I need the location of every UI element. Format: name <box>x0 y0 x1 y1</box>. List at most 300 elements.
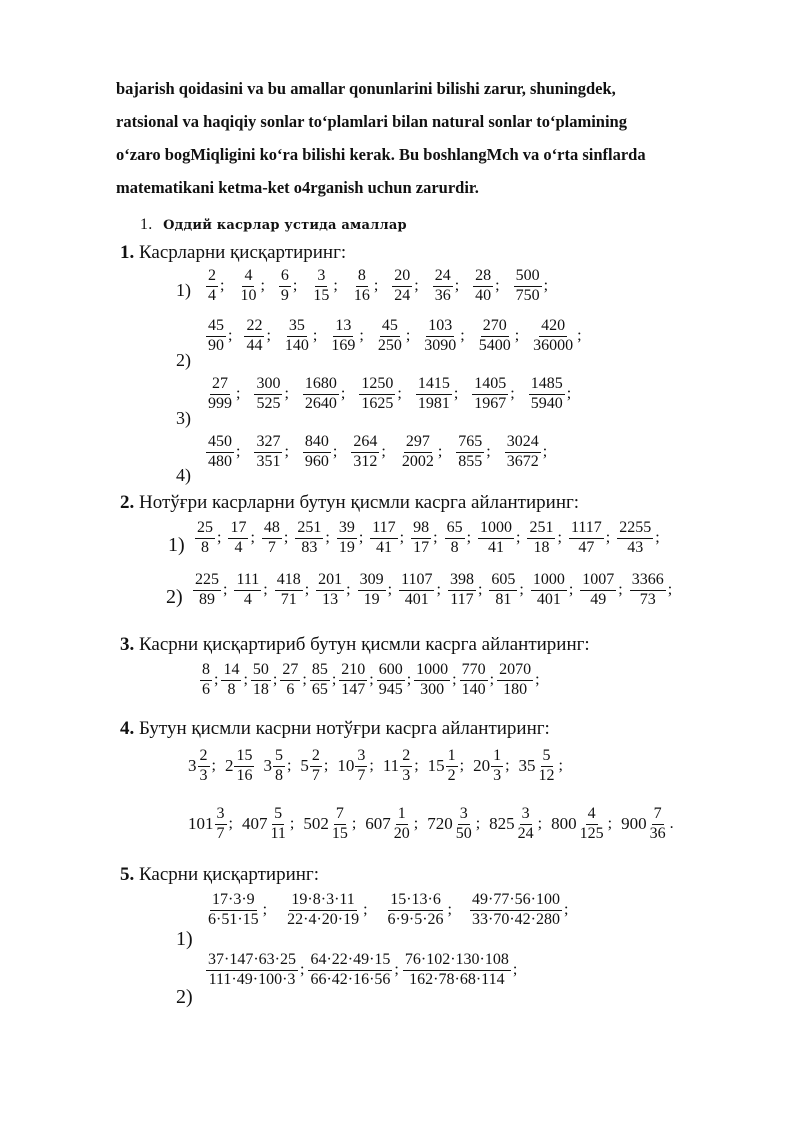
mixed-number <box>489 806 542 843</box>
mixed-number <box>188 806 233 843</box>
numerator: 201 <box>316 572 344 591</box>
fraction <box>386 892 446 929</box>
intro-line: bajarish qoidasini va bu amallar qonunlarini bilishi zarur, shuningdek, <box>116 79 616 98</box>
fraction-item <box>399 572 441 609</box>
separator: ; <box>542 443 548 461</box>
fraction <box>228 520 248 557</box>
fraction <box>376 318 404 355</box>
section-title: Оддий касрлар устида амаллар <box>163 218 407 233</box>
fraction-item <box>630 572 672 609</box>
numerator: 309 <box>358 572 386 591</box>
fraction <box>238 268 258 305</box>
fraction <box>617 520 653 557</box>
denominator: 6·9·5·26 <box>387 910 444 928</box>
denominator: 66·42·16·56 <box>310 970 391 988</box>
denominator: 480 <box>208 452 232 470</box>
intro-line: o‘zaro bogMiqligini ko‘ra bilishi kerak. Bu boshlangMch va o‘rta sinflarda <box>116 145 646 164</box>
fraction <box>308 952 392 989</box>
numerator: 1007 <box>580 572 616 591</box>
fraction-item <box>244 318 270 355</box>
denominator: 19 <box>363 590 380 608</box>
numerator: 2 <box>310 748 322 767</box>
denominator: 999 <box>208 394 232 412</box>
fraction <box>416 376 452 413</box>
intro-line: ratsional va haqiqiy sonlar to‘plamlari bilan natural sonlar to‘plamining <box>116 112 627 131</box>
denominator: 3672 <box>506 452 539 470</box>
numerator: 3 <box>315 268 327 287</box>
mixed-number <box>621 806 674 843</box>
separator: ; <box>358 529 364 547</box>
fraction <box>403 952 511 989</box>
numerator: 3 <box>458 806 470 825</box>
numerator: 3024 <box>505 434 541 453</box>
mixed-number <box>300 748 328 785</box>
separator: ; <box>302 671 307 689</box>
fraction <box>531 318 575 355</box>
row-label: 2) <box>176 986 193 1008</box>
fraction <box>446 748 458 785</box>
separator: ; <box>452 671 457 689</box>
denominator: 1981 <box>417 394 450 412</box>
denominator: 8 <box>201 538 209 556</box>
numerator: 48 <box>262 520 282 539</box>
fraction <box>221 662 241 699</box>
numerator: 19·8·3·11 <box>289 892 356 911</box>
denominator: 8 <box>450 538 459 556</box>
denominator: 117 <box>450 590 474 608</box>
separator: ; <box>618 581 623 599</box>
denominator: 49 <box>590 590 607 608</box>
fraction-item <box>411 520 437 557</box>
fraction-item <box>303 376 345 413</box>
numerator: 49·77·56·100 <box>470 892 562 911</box>
whole-part: 20 <box>473 756 491 776</box>
denominator: 20 <box>393 824 410 842</box>
fraction-item <box>234 572 267 609</box>
numerator: 5 <box>541 748 553 767</box>
fraction <box>273 748 285 785</box>
separator: ; <box>477 581 483 599</box>
denominator: 33·70·42·280 <box>471 910 560 928</box>
fraction <box>206 268 218 305</box>
task-number: 5. <box>120 864 135 885</box>
task-title: Бутун қисмли касрни нотўғри касрга айлантиринг: <box>139 718 550 739</box>
fraction <box>648 806 668 843</box>
whole-part: 502 <box>303 814 329 834</box>
fraction-item <box>497 662 539 699</box>
denominator: 40 <box>475 286 492 304</box>
fraction <box>329 318 357 355</box>
separator: ; <box>340 385 346 403</box>
whole-part: 2 <box>224 756 234 776</box>
numerator: 5 <box>273 748 285 767</box>
separator: ; <box>266 327 271 345</box>
denominator: 6·51·15 <box>208 910 259 928</box>
fraction-item <box>359 376 401 413</box>
denominator: 83 <box>301 538 318 556</box>
fraction <box>268 806 287 843</box>
fraction <box>206 376 234 413</box>
task-number: 4. <box>120 718 135 739</box>
denominator: 960 <box>304 452 329 470</box>
separator: ; <box>373 277 379 295</box>
separator: . <box>669 815 674 833</box>
fraction-item <box>416 376 458 413</box>
separator: ; <box>489 671 495 689</box>
denominator: 36 <box>649 824 666 842</box>
fraction <box>330 806 350 843</box>
fraction <box>283 318 311 355</box>
whole-part: 101 <box>188 814 214 834</box>
separator: ; <box>414 277 419 295</box>
fraction <box>392 806 412 843</box>
fraction <box>454 806 474 843</box>
numerator: 1680 <box>303 376 339 395</box>
row-label: 3) <box>176 408 191 428</box>
numerator: 20 <box>392 268 412 287</box>
numerator: 1000 <box>478 520 514 539</box>
row-label: 1) <box>176 280 191 300</box>
fraction-item <box>531 318 581 355</box>
denominator: 41 <box>375 538 392 556</box>
separator: ; <box>495 277 500 295</box>
denominator: 351 <box>256 452 281 470</box>
denominator: 855 <box>458 452 483 470</box>
fraction-item <box>400 434 442 471</box>
task-4-heading <box>120 718 550 740</box>
numerator: 39 <box>337 520 357 539</box>
numerator: 111 <box>234 572 261 591</box>
fraction <box>448 572 476 609</box>
mixed-number <box>225 748 255 785</box>
fraction <box>456 434 484 471</box>
whole-part: 10 <box>337 756 355 776</box>
separator: ; <box>433 529 438 547</box>
fraction-item <box>472 376 514 413</box>
fraction <box>295 520 323 557</box>
separator: ; <box>236 385 241 403</box>
fraction <box>516 806 536 843</box>
fraction-item <box>569 520 610 557</box>
fraction <box>491 748 503 785</box>
fraction <box>244 318 264 355</box>
fraction-item <box>262 520 288 557</box>
fraction-item <box>473 268 499 305</box>
denominator: 5400 <box>478 336 511 354</box>
numerator: 17 <box>228 520 248 539</box>
numerator: 27 <box>280 662 300 681</box>
separator: ; <box>453 385 459 403</box>
fraction <box>200 662 212 699</box>
section-number: 1. <box>140 216 153 233</box>
fraction <box>531 572 567 609</box>
numerator: 8 <box>356 268 368 287</box>
numerator: 1405 <box>472 376 508 395</box>
numerator: 27 <box>210 376 230 395</box>
denominator: 10 <box>240 286 257 304</box>
separator: ; <box>605 529 611 547</box>
mixed-number <box>337 748 373 785</box>
whole-part: 900 <box>621 814 647 834</box>
fraction <box>316 572 344 609</box>
fraction-item <box>514 268 548 305</box>
fraction <box>505 434 541 471</box>
fraction <box>400 748 412 785</box>
denominator: 8 <box>227 680 236 698</box>
fraction-item <box>200 662 218 699</box>
denominator: 162·78·68·114 <box>409 970 505 988</box>
fraction-item <box>414 662 456 699</box>
numerator: 1415 <box>416 376 452 395</box>
denominator: 750 <box>515 286 540 304</box>
fraction <box>310 662 330 699</box>
product-fraction-row <box>206 952 517 989</box>
task-number: 1. <box>120 242 135 263</box>
denominator: 6 <box>286 680 295 698</box>
denominator: 250 <box>377 336 402 354</box>
fraction-item <box>477 318 519 355</box>
fraction <box>303 434 331 471</box>
fraction <box>489 572 517 609</box>
whole-part: 607 <box>365 814 391 834</box>
numerator: 7 <box>652 806 664 825</box>
fraction-item <box>352 268 378 305</box>
numerator: 500 <box>514 268 542 287</box>
separator: ; <box>228 815 233 833</box>
separator: ; <box>459 757 465 775</box>
separator: ; <box>557 529 562 547</box>
denominator: 2640 <box>304 394 337 412</box>
fraction-item <box>308 952 398 989</box>
fraction <box>399 572 434 609</box>
fraction-row <box>206 268 548 305</box>
whole-part: 15 <box>427 756 445 776</box>
denominator: 13 <box>322 590 339 608</box>
fraction-item <box>275 572 309 609</box>
denominator: 41 <box>488 538 505 556</box>
fraction <box>514 268 542 305</box>
separator: ; <box>607 815 613 833</box>
mixed-number-row <box>188 806 674 843</box>
fraction-item <box>448 572 482 609</box>
separator: ; <box>272 671 278 689</box>
row-label: 1) <box>176 928 193 950</box>
fraction <box>206 892 261 929</box>
numerator: 4 <box>242 268 254 287</box>
denominator: 36 <box>434 286 451 304</box>
numerator: 1000 <box>414 662 450 681</box>
fraction <box>477 318 513 355</box>
numerator: 398 <box>448 572 476 591</box>
separator: ; <box>262 901 268 919</box>
fraction-item <box>238 268 264 305</box>
fraction <box>234 572 261 609</box>
separator: ; <box>286 757 292 775</box>
denominator: 945 <box>378 680 403 698</box>
fraction <box>303 376 339 413</box>
separator: ; <box>284 385 289 403</box>
fraction <box>460 662 488 699</box>
fraction-row <box>206 318 582 355</box>
numerator: 2 <box>400 748 412 767</box>
denominator: 8 <box>274 766 283 784</box>
denominator: 36000 <box>533 336 574 354</box>
fraction <box>569 520 604 557</box>
denominator: 401 <box>536 590 561 608</box>
denominator: 3 <box>199 766 208 784</box>
separator: ; <box>563 901 569 919</box>
separator: ; <box>505 757 510 775</box>
task-2-heading <box>120 492 579 514</box>
numerator: 8 <box>200 662 212 681</box>
fraction-row <box>200 662 540 699</box>
numerator: 28 <box>473 268 493 287</box>
fraction-item <box>316 572 350 609</box>
mixed-number-row <box>188 748 563 785</box>
fraction-item <box>206 268 224 305</box>
whole-part: 825 <box>489 814 515 834</box>
separator: ; <box>250 529 255 547</box>
separator: ; <box>558 757 563 775</box>
whole-part: 11 <box>382 756 400 776</box>
numerator: 297 <box>404 434 432 453</box>
mixed-number <box>242 806 294 843</box>
separator: ; <box>260 277 265 295</box>
denominator: 50 <box>455 824 472 842</box>
numerator: 14 <box>221 662 241 681</box>
fraction-item <box>358 572 392 609</box>
numerator: 117 <box>370 520 397 539</box>
fraction <box>433 268 453 305</box>
fraction-item <box>370 520 404 557</box>
separator: ; <box>667 581 673 599</box>
separator: ; <box>510 385 515 403</box>
numerator: 210 <box>339 662 367 681</box>
mixed-number <box>519 748 563 785</box>
separator: ; <box>331 671 337 689</box>
fraction-item <box>478 520 520 557</box>
denominator: 2 <box>447 766 456 784</box>
fraction <box>310 748 322 785</box>
denominator: 2002 <box>401 452 434 470</box>
fraction-item <box>337 520 363 557</box>
denominator: 3 <box>402 766 411 784</box>
numerator: 770 <box>460 662 488 681</box>
fraction <box>359 376 395 413</box>
fraction <box>285 892 361 929</box>
separator: ; <box>516 529 521 547</box>
intro-line: matematikani ketma-ket o4rganish uchun zarurdir. <box>116 178 479 197</box>
numerator: 4 <box>586 806 598 825</box>
row-label: 4) <box>176 465 191 485</box>
denominator: 71 <box>280 590 297 608</box>
separator: ; <box>475 815 481 833</box>
product-fraction-row <box>206 892 568 929</box>
task-title: Касрни қисқартириб бутун қисмли касрга айлантиринг: <box>139 634 590 655</box>
denominator: 15 <box>331 824 348 842</box>
separator: ; <box>359 327 364 345</box>
separator: ; <box>333 277 338 295</box>
fraction <box>377 662 405 699</box>
separator: ; <box>543 277 549 295</box>
fraction-item <box>329 318 363 355</box>
fraction-item <box>505 434 547 471</box>
fraction <box>262 520 282 557</box>
fraction <box>254 434 282 471</box>
mixed-number <box>263 748 291 785</box>
fraction-item <box>377 662 411 699</box>
numerator: 7 <box>334 806 346 825</box>
fraction-item <box>254 376 288 413</box>
numerator: 5 <box>272 806 284 825</box>
denominator: 65 <box>311 680 328 698</box>
whole-part: 3 <box>263 756 272 776</box>
fraction <box>578 806 606 843</box>
fraction <box>355 748 367 785</box>
denominator: 16 <box>353 286 370 304</box>
mixed-number <box>303 806 356 843</box>
numerator: 2 <box>206 268 218 287</box>
denominator: 7 <box>357 766 366 784</box>
numerator: 15 <box>234 748 254 767</box>
denominator: 43 <box>627 538 644 556</box>
fraction <box>339 662 367 699</box>
numerator: 6 <box>279 268 291 287</box>
fraction <box>206 318 226 355</box>
separator: ; <box>394 961 399 979</box>
fraction <box>422 318 458 355</box>
section-heading <box>140 216 407 234</box>
numerator: 1 <box>491 748 503 767</box>
separator: ; <box>299 961 305 979</box>
denominator: 24 <box>517 824 534 842</box>
denominator: 3 <box>493 766 502 784</box>
fraction-item <box>311 268 337 305</box>
fraction-item <box>221 662 247 699</box>
separator: ; <box>292 277 298 295</box>
separator: ; <box>363 901 368 919</box>
denominator: 7 <box>216 824 225 842</box>
denominator: 24 <box>394 286 411 304</box>
denominator: 4 <box>234 538 243 556</box>
numerator: 35 <box>287 318 307 337</box>
denominator: 169 <box>331 336 356 354</box>
numerator: 50 <box>251 662 271 681</box>
fraction-row <box>206 434 547 471</box>
fraction-row <box>195 520 660 557</box>
denominator: 81 <box>495 590 512 608</box>
separator: ; <box>460 327 465 345</box>
numerator: 65 <box>445 520 465 539</box>
numerator: 270 <box>481 318 509 337</box>
fraction <box>337 520 357 557</box>
task-5-heading <box>120 864 319 886</box>
denominator: 4 <box>243 590 252 608</box>
separator: ; <box>399 529 405 547</box>
fraction <box>478 520 514 557</box>
numerator: 3366 <box>630 572 666 591</box>
fraction-item <box>456 434 490 471</box>
numerator: 418 <box>275 572 303 591</box>
separator: ; <box>289 815 295 833</box>
numerator: 3 <box>355 748 367 767</box>
fraction-item <box>283 318 317 355</box>
separator: ; <box>283 529 289 547</box>
denominator: 4 <box>208 286 216 304</box>
fraction-item <box>489 572 523 609</box>
numerator: 300 <box>254 376 282 395</box>
numerator: 24 <box>433 268 453 287</box>
